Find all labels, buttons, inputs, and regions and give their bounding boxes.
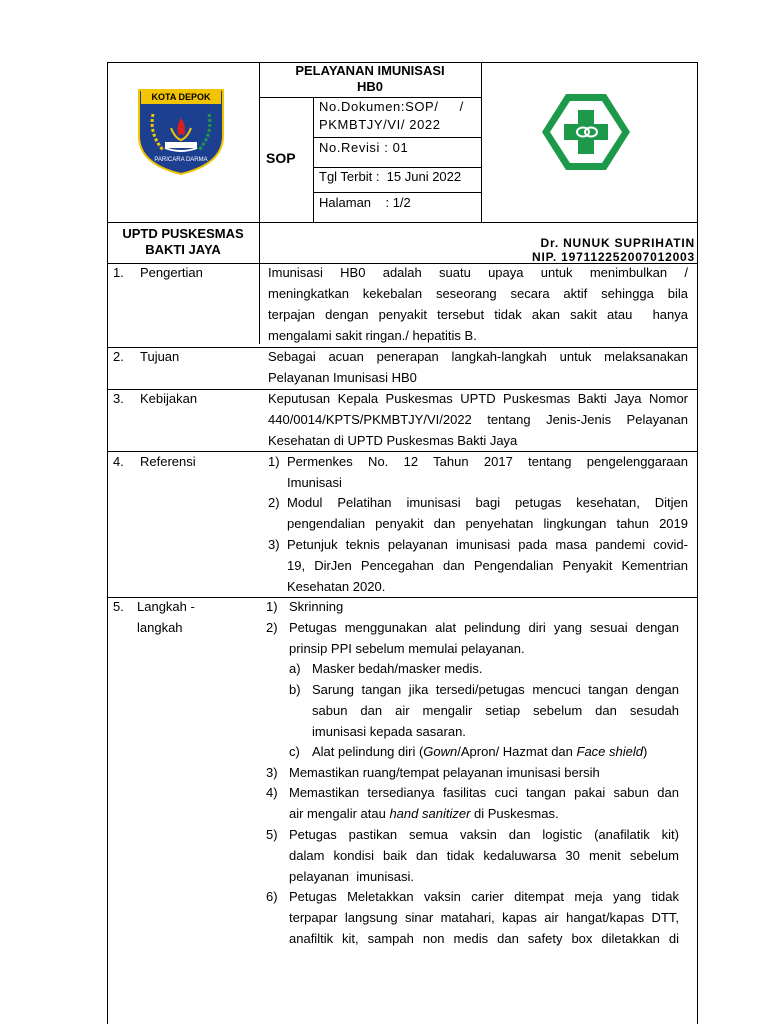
- reference-item: [287, 534, 688, 597]
- section-1-number: 1.: [113, 265, 124, 280]
- substep-letter: b): [289, 682, 301, 697]
- hand-sanitizer-post: di Puskesmas.: [470, 806, 559, 821]
- apd-post: ): [642, 744, 648, 759]
- step-number: 2): [266, 620, 278, 635]
- sop-label: SOP: [266, 150, 296, 166]
- apd-face-shield: Face shield: [576, 744, 643, 759]
- body-line: sabun dan air mengalir setiap sebelum dan sesudah: [312, 703, 679, 718]
- step-number: 3): [266, 765, 278, 780]
- body-line: 19, DirJen Pencegahan dan Pengendalian Penyakit Kementrian: [287, 558, 688, 573]
- body-line: Petugas pastikan semua vaksin dan logistic (anafilatik kit): [289, 827, 679, 842]
- logo-motto-text: PARICARA DARMA: [154, 157, 208, 163]
- doc-number: [319, 98, 464, 134]
- sop-title: [259, 63, 481, 95]
- section-1-label: Pengertian: [140, 265, 203, 280]
- body-line: terpajan dengan penyakit tersebut tidak akan sakit atau hanya: [268, 307, 688, 322]
- section-2-label: Tujuan: [140, 349, 180, 364]
- doc-number-line2: PKMBTJY/VI/ 2022: [319, 117, 441, 132]
- section-1-body: [268, 262, 688, 346]
- page-number: Halaman : 1/2: [319, 195, 411, 210]
- reference-number: 2): [268, 495, 280, 510]
- kota-depok-logo: [135, 84, 227, 176]
- section-3-body: [268, 388, 688, 451]
- step-text: [289, 617, 679, 659]
- apd-mid: /Apron/ Hazmat dan: [457, 744, 577, 759]
- apd-gown: Gown: [423, 744, 458, 759]
- body-line: Keputusan Kepala Puskesmas UPTD Puskesmas Bakti Jaya Nomor: [268, 391, 688, 406]
- section-2-body: [268, 346, 688, 388]
- body-line: Modul Pelatihan imunisasi bagi petugas kesehatan, Ditjen: [287, 495, 688, 510]
- revision-number: No.Revisi : 01: [319, 140, 409, 155]
- section-5-label-line2: langkah: [137, 620, 183, 635]
- substep-letter: c): [289, 744, 300, 759]
- section-4-label: Referensi: [140, 454, 196, 469]
- reference-number: 3): [268, 537, 280, 552]
- body-line: Petugas menggunakan alat pelindung diri yang sesuai dengan: [289, 620, 679, 635]
- body-line: anafiltik kit, sampah non medis dan safety box diletakkan di: [289, 931, 679, 946]
- puskesmas-logo: [540, 92, 632, 172]
- step-number: 6): [266, 889, 278, 904]
- body-line: mengalami sakit ringan./ hepatitis B.: [268, 328, 477, 343]
- body-line: Imunisasi: [287, 475, 342, 490]
- step-number: 5): [266, 827, 278, 842]
- body-line: Sebagai acuan penerapan langkah-langkah untuk melaksanakan: [268, 349, 688, 364]
- step-text: Memastikan ruang/tempat pelayanan imunisasi bersih: [289, 765, 600, 780]
- hand-sanitizer-pre: air mengalir atau: [289, 806, 390, 821]
- signer-block: [485, 236, 695, 264]
- reference-item: [287, 492, 688, 534]
- doc-number-line1: No.Dokumen:SOP/ /: [319, 99, 464, 114]
- body-line: pengendalian penyakit dan penyehatan lingkungan tahun 2019: [287, 516, 688, 531]
- section-5-label-line1: Langkah -: [137, 599, 195, 614]
- body-line: Imunisasi HB0 adalah suatu upaya untuk menimbulkan /: [268, 265, 688, 280]
- sop-title-line2: HB0: [356, 79, 383, 94]
- body-line: Petunjuk teknis pelayanan imunisasi pada masa pandemi covid-: [287, 537, 688, 552]
- body-line: Kesehatan di UPTD Puskesmas Bakti Jaya: [268, 433, 518, 448]
- issue-date: Tgl Terbit : 15 Juni 2022: [319, 169, 462, 184]
- body-line: Petugas Meletakkan vaksin carier ditempat meja yang tidak: [289, 889, 679, 904]
- body-line: Sarung tangan jika tersedi/petugas mencuci tangan dengan: [312, 682, 679, 697]
- substep-letter: a): [289, 661, 301, 676]
- section-3-number: 3.: [113, 391, 124, 406]
- section-5-label: [137, 596, 195, 638]
- organization-name-line1: UPTD PUSKESMAS: [122, 226, 244, 241]
- body-line: [289, 803, 679, 824]
- sop-title-line1: PELAYANAN IMUNISASI: [295, 63, 445, 78]
- signer-nip: NIP. 197112252007012003: [532, 250, 695, 264]
- body-line: prinsip PPI sebelum memulai pelayanan.: [289, 641, 525, 656]
- signer-name: Dr. NUNUK SUPRIHATIN: [540, 236, 695, 250]
- step-number: 1): [266, 599, 278, 614]
- hand-sanitizer: hand sanitizer: [389, 806, 471, 821]
- organization-name-line2: BAKTI JAYA: [145, 242, 221, 257]
- body-line: Kesehatan 2020.: [287, 579, 386, 594]
- step-text: Skrinning: [289, 599, 344, 614]
- body-line: imunisasi kepada sasaran.: [312, 724, 466, 739]
- body-line: Permenkes No. 12 Tahun 2017 tentang pengelenggaraan: [287, 454, 688, 469]
- body-line: dalam kondisi baik dan tidak kedaluwarsa 30 menit sebelum: [289, 848, 679, 863]
- section-5-number: 5.: [113, 599, 124, 614]
- substep-text: [312, 679, 679, 742]
- step-text: [289, 886, 679, 949]
- body-line: Pelayanan Imunisasi HB0: [268, 370, 417, 385]
- apd-pre: Alat pelindung diri (: [312, 744, 424, 759]
- reference-number: 1): [268, 454, 280, 469]
- reference-item: [287, 451, 688, 493]
- substep-text: Masker bedah/masker medis.: [312, 661, 483, 676]
- step-text: [289, 782, 679, 824]
- body-line: 440/0014/KPTS/PKMBTJY/VI/2022 tentang Jenis-Jenis Pelayanan: [268, 412, 688, 427]
- section-2-number: 2.: [113, 349, 124, 364]
- step-text: [289, 824, 679, 887]
- section-4-number: 4.: [113, 454, 124, 469]
- body-line: terpapar langsung sinar matahari, kapas air hangat/kapas DTT,: [289, 910, 679, 925]
- organization-name: [107, 226, 259, 258]
- body-line: Memastikan tersedianya fasilitas cuci tangan pakai sabun dan: [289, 785, 679, 800]
- step-number: 4): [266, 785, 278, 800]
- substep-text: [312, 741, 647, 762]
- logo-banner-text: KOTA DEPOK: [151, 92, 211, 102]
- section-3-label: Kebijakan: [140, 391, 198, 406]
- body-line: meningkatkan kekebalan seseorang secara aktif sehingga bila: [268, 286, 688, 301]
- body-line: pelayanan imunisasi.: [289, 869, 415, 884]
